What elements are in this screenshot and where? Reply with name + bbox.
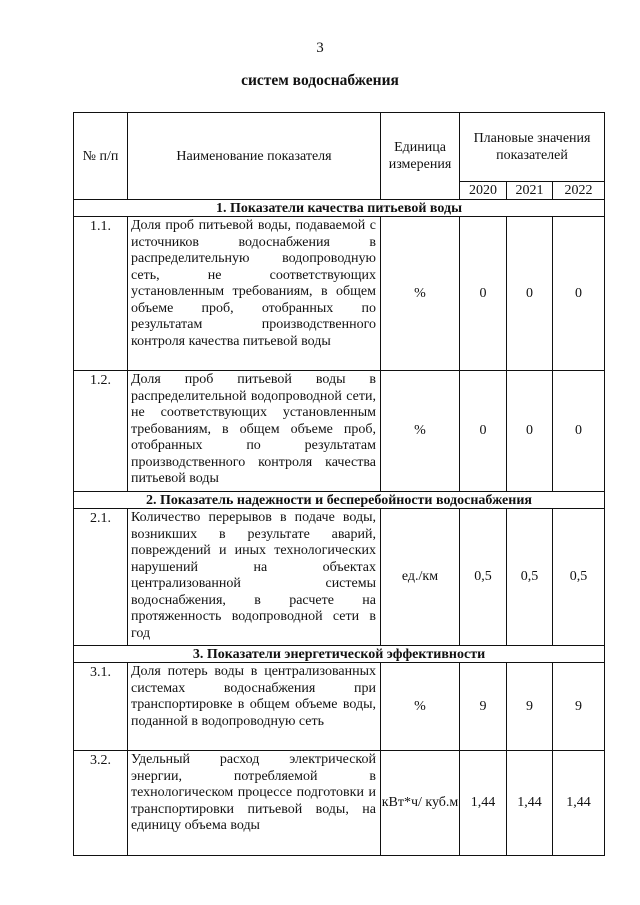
- value-cell: 1,44: [460, 751, 507, 856]
- section-title: 1. Показатели качества питьевой воды: [74, 200, 605, 217]
- row-number: 1.2.: [74, 371, 128, 492]
- value-cell: 0: [553, 371, 605, 492]
- page-number: 3: [316, 40, 324, 56]
- value-cell: 0: [553, 217, 605, 371]
- value-cell: 0: [460, 217, 507, 371]
- indicators-table: [73, 112, 605, 856]
- value-cell: 9: [553, 663, 605, 751]
- header-name: Наименование показателя: [128, 113, 381, 200]
- indicator-name: Доля проб питьевой воды, подаваемой с источников водоснабжения в распределительную водопроводную сеть, не соответствующих установленным требованиям, в общем объеме проб, отобранных по результатам производственного контроля качества питьевой воды: [128, 217, 381, 371]
- value-cell: 0: [507, 371, 553, 492]
- indicator-name: Удельный расход электрической энергии, потребляемой в технологическом процессе подготовки и транспортировки питьевой воды, на единицу объема воды: [128, 751, 381, 856]
- row-number: 3.1.: [74, 663, 128, 751]
- value-cell: 0,5: [553, 509, 605, 646]
- value-cell: 0,5: [460, 509, 507, 646]
- header-year: 2020: [460, 182, 507, 200]
- value-cell: 1,44: [553, 751, 605, 856]
- value-cell: 0: [460, 371, 507, 492]
- row-number: 1.1.: [74, 217, 128, 371]
- indicator-name: Доля проб питьевой воды в распределительной водопроводной сети, не соответствующих установленным требованиям, в общем объеме проб, отобранных по результатам производственного контроля качества питьевой воды: [128, 371, 381, 492]
- indicator-unit: %: [381, 217, 460, 371]
- row-number: 2.1.: [74, 509, 128, 646]
- indicator-name: Доля потерь воды в централизованных системах водоснабжения при транспортировке в общем объеме воды, поданной в водопроводную сеть: [128, 663, 381, 751]
- value-cell: 1,44: [507, 751, 553, 856]
- header-planned: Плановые значения показателей: [460, 113, 605, 182]
- indicator-unit: ед./км: [381, 509, 460, 646]
- section-title: 2. Показатель надежности и бесперебойности водоснабжения: [74, 492, 605, 509]
- indicator-name: Количество перерывов в подаче воды, возникших в результате аварий, повреждений и иных технологических нарушений на объектах централизованной системы водоснабжения, в расчете на протяженность водопроводной сети в год: [128, 509, 381, 646]
- indicator-unit: %: [381, 371, 460, 492]
- value-cell: 9: [507, 663, 553, 751]
- indicator-unit: кВт*ч/ куб.м: [381, 751, 460, 856]
- value-cell: 0,5: [507, 509, 553, 646]
- row-number: 3.2.: [74, 751, 128, 856]
- header-unit: Единица измерения: [381, 113, 460, 200]
- indicator-unit: %: [381, 663, 460, 751]
- section-title: 3. Показатели энергетической эффективности: [74, 646, 605, 663]
- value-cell: 9: [460, 663, 507, 751]
- document-title: систем водоснабжения: [241, 72, 399, 89]
- header-year: 2021: [507, 182, 553, 200]
- header-num: № п/п: [74, 113, 128, 200]
- value-cell: 0: [507, 217, 553, 371]
- header-year: 2022: [553, 182, 605, 200]
